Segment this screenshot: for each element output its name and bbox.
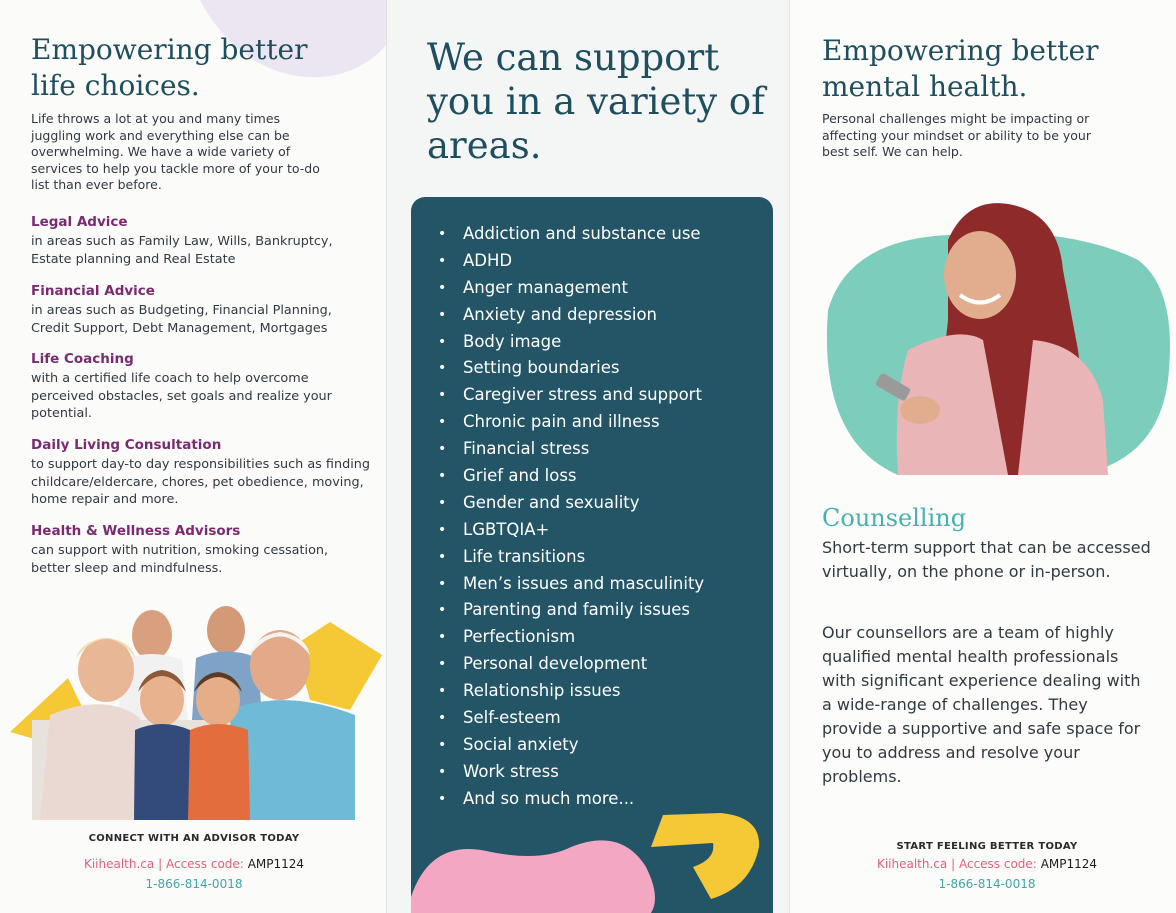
bullet-icon: • — [438, 548, 447, 565]
support-area-label: LGBTQIA+ — [463, 519, 550, 539]
service-life-coaching — [31, 350, 371, 423]
woman-photo — [808, 200, 1176, 480]
support-area-item — [411, 436, 704, 463]
support-area-item — [411, 463, 704, 490]
support-area-label: Chronic pain and illness — [463, 412, 660, 432]
website-link[interactable]: Kiihealth.ca — [83, 857, 155, 871]
support-area-label: ADHD — [463, 250, 513, 270]
service-desc: in areas such as Family Law, Wills, Bankruptcy, Estate planning and Real Estate — [31, 234, 333, 267]
support-area-item — [411, 490, 704, 517]
access-code-label: Access code: — [165, 857, 244, 871]
bullet-icon: • — [438, 790, 447, 807]
support-area-item — [411, 732, 704, 759]
service-daily-living — [31, 436, 371, 509]
support-area-label: Grief and loss — [463, 466, 577, 486]
bullet-icon: • — [438, 387, 447, 404]
support-area-item — [411, 302, 704, 329]
access-code-label: Access code: — [958, 857, 1037, 871]
support-area-label: Relationship issues — [463, 681, 621, 701]
bullet-icon: • — [438, 629, 447, 646]
support-areas-box — [411, 197, 773, 913]
bullet-icon: • — [438, 333, 447, 350]
bullet-icon: • — [438, 521, 447, 538]
right-title: Empowering better mental health. — [822, 34, 1099, 103]
counsellors-desc: Our counsellors are a team of highly qualified mental health professionals with significant experience dealing with a wide-range of challenges. They provide a supportive and safe space for you to address and resolve your problems. — [822, 623, 1141, 786]
support-area-item — [411, 355, 704, 382]
bullet-icon: • — [438, 306, 447, 323]
website-link[interactable]: Kiihealth.ca — [876, 857, 948, 871]
support-area-item — [411, 759, 704, 786]
family-photo — [10, 600, 387, 820]
support-area-label: Life transitions — [463, 546, 586, 566]
service-heading: Life Coaching — [31, 351, 134, 367]
support-area-label: Self-esteem — [463, 708, 561, 728]
support-area-label: Financial stress — [463, 439, 590, 459]
cta-line — [822, 857, 1152, 871]
support-area-item — [411, 571, 704, 598]
cta-line — [29, 857, 359, 871]
service-financial — [31, 282, 371, 337]
bullet-icon: • — [438, 414, 447, 431]
bullet-icon: • — [438, 279, 447, 296]
phone-number[interactable]: 1-866-814-0018 — [938, 877, 1036, 891]
cta-heading: CONNECT WITH AN ADVISOR TODAY — [88, 833, 300, 844]
support-area-item — [411, 678, 704, 705]
middle-panel — [387, 0, 790, 913]
decorative-blobs — [411, 807, 773, 913]
support-area-item — [411, 248, 704, 275]
bullet-icon: • — [438, 736, 447, 753]
bullet-icon: • — [438, 468, 447, 485]
support-area-label: Parenting and family issues — [463, 600, 691, 620]
service-health-wellness — [31, 522, 371, 577]
counselling-title: Counselling — [822, 504, 967, 532]
bullet-icon: • — [438, 710, 447, 727]
access-code: AMP1124 — [1040, 857, 1098, 871]
bullet-icon: • — [438, 441, 447, 458]
bullet-icon: • — [438, 494, 447, 511]
service-desc: to support day-to day responsibilities such as finding childcare/eldercare, chores, pet obedience, moving, home repair and more. — [31, 457, 370, 507]
bullet-icon: • — [438, 575, 447, 592]
support-area-item — [411, 221, 704, 248]
bullet-icon: • — [438, 360, 447, 377]
middle-title: We can support you in a variety of areas. — [427, 36, 765, 167]
support-area-item — [411, 409, 704, 436]
support-area-item — [411, 544, 704, 571]
support-area-label: And so much more... — [463, 788, 635, 808]
right-panel — [790, 0, 1176, 913]
bullet-icon: • — [438, 252, 447, 269]
access-code: AMP1124 — [247, 857, 305, 871]
support-area-label: Anxiety and depression — [463, 304, 658, 324]
separator: | — [951, 857, 956, 871]
bullet-icon: • — [438, 763, 447, 780]
phone-number[interactable]: 1-866-814-0018 — [145, 877, 243, 891]
support-area-label: Addiction and substance use — [463, 224, 701, 243]
bullet-icon: • — [438, 683, 447, 700]
right-intro: Personal challenges might be impacting or affecting your mindset or ability to be your best self. We can help. — [822, 111, 1091, 159]
left-title: Empowering better life choices. — [31, 33, 308, 102]
service-heading: Legal Advice — [31, 214, 128, 230]
service-desc: in areas such as Budgeting, Financial Planning, Credit Support, Debt Management, Mortgages — [31, 303, 332, 336]
support-area-label: Social anxiety — [463, 734, 579, 754]
left-panel — [0, 0, 387, 913]
support-area-item — [411, 624, 704, 651]
cta-heading: START FEELING BETTER TODAY — [896, 841, 1078, 852]
support-area-label: Men’s issues and masculinity — [463, 573, 705, 593]
support-area-item — [411, 329, 704, 356]
right-cta — [822, 841, 1152, 891]
support-area-item — [411, 597, 704, 624]
support-area-label: Anger management — [463, 277, 628, 297]
service-legal — [31, 213, 371, 268]
separator: | — [158, 857, 163, 871]
support-area-label: Gender and sexuality — [463, 492, 640, 512]
support-area-label: Work stress — [463, 761, 559, 781]
support-area-label: Setting boundaries — [463, 358, 620, 378]
support-area-item — [411, 382, 704, 409]
support-area-item — [411, 517, 704, 544]
counselling-desc: Short-term support that can be accessed virtually, on the phone or in-person. — [822, 538, 1151, 581]
support-area-item — [411, 651, 704, 678]
support-area-item — [411, 705, 704, 732]
service-heading: Daily Living Consultation — [31, 437, 222, 453]
service-heading: Health & Wellness Advisors — [31, 523, 241, 539]
support-area-item — [411, 275, 704, 302]
support-area-label: Caregiver stress and support — [463, 385, 702, 405]
support-area-label: Personal development — [463, 654, 648, 674]
support-area-label: Perfectionism — [463, 627, 576, 647]
bullet-icon: • — [438, 226, 447, 242]
bullet-icon: • — [438, 656, 447, 673]
service-desc: can support with nutrition, smoking cessation, better sleep and mindfulness. — [31, 543, 329, 576]
bullet-icon: • — [438, 602, 447, 619]
left-intro: Life throws a lot at you and many times juggling work and everything else can be overwhelming. We have a wide variety of services to help you tackle more of your to-do list than ever before. — [31, 111, 320, 192]
support-areas-list — [411, 221, 704, 813]
service-heading: Financial Advice — [31, 283, 155, 299]
service-desc: with a certified life coach to help overcome perceived obstacles, set goals and realize your potential. — [31, 371, 332, 421]
support-area-label: Body image — [463, 331, 562, 351]
left-cta — [29, 833, 359, 891]
